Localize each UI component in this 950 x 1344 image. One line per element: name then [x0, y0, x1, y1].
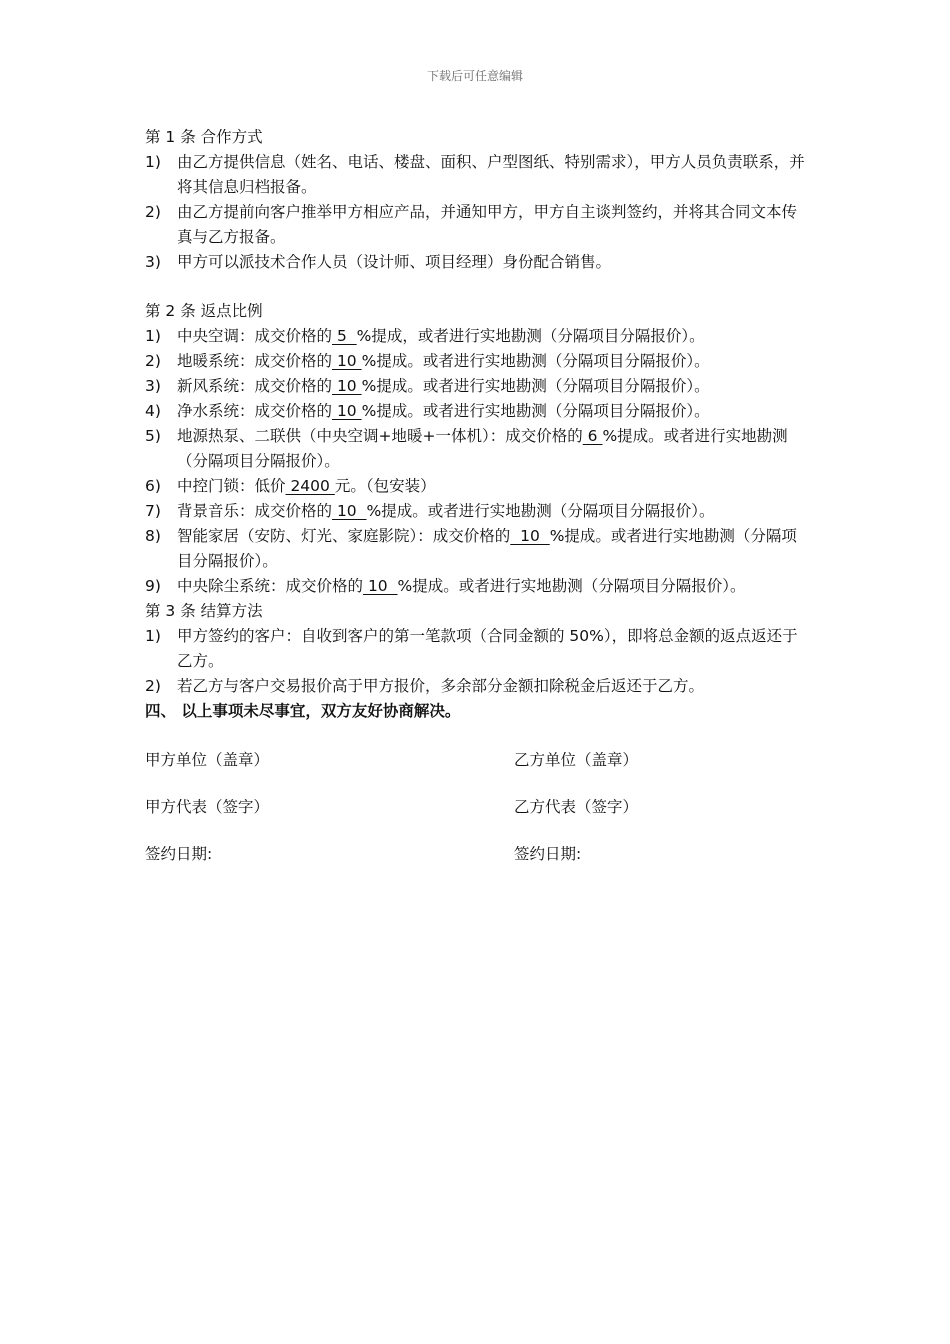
section-2-list: [145, 324, 810, 599]
item-text-prefix: 中央除尘系统：成交价格的: [177, 577, 364, 595]
item-text-suffix: %提成。或者进行实地勘测（分隔项目分隔报价）。: [361, 402, 710, 420]
price-value: 2400: [285, 477, 335, 495]
list-item: [145, 524, 810, 574]
item-number: 8): [145, 527, 161, 545]
item-number: 2): [145, 352, 161, 370]
rate-value: 10: [332, 402, 362, 420]
section-2-heading: 第 2 条 返点比例: [145, 302, 263, 320]
item-number: 2): [145, 203, 161, 221]
item-number: 5): [145, 427, 161, 445]
rate-value: 10: [363, 577, 398, 595]
item-text-suffix: %提成。或者进行实地勘测（分隔项目分隔报价）。: [177, 427, 788, 470]
rate-value: 10: [332, 502, 367, 520]
item-text: 甲方签约的客户：自收到客户的第一笔款项（合同金额的 50%），即将总金额的返点返还于乙方。: [177, 627, 798, 670]
rate-value: 10: [332, 352, 362, 370]
party-b-unit-label: 乙方单位（盖章）: [514, 751, 639, 769]
party-a-rep-label: 甲方代表（签字）: [145, 798, 270, 816]
item-text: 由乙方提供信息（姓名、电话、楼盘、面积、户型图纸、特别需求），甲方人员负责联系，并将其信息归档报备。: [177, 153, 805, 196]
party-b-date-label: 签约日期:: [514, 845, 582, 863]
party-a-date-label: 签约日期:: [145, 845, 213, 863]
party-a-unit-label: 甲方单位（盖章）: [145, 751, 270, 769]
item-text-suffix: %提成。或者进行实地勘测（分隔项目分隔报价）。: [177, 527, 797, 570]
item-text-suffix: %提成。或者进行实地勘测（分隔项目分隔报价）。: [361, 377, 710, 395]
item-text-prefix: 中控门锁：低价: [177, 477, 286, 495]
list-item: [145, 399, 810, 424]
section-spacer: [145, 275, 810, 299]
list-item: [145, 200, 810, 250]
item-text-suffix: %提成。或者进行实地勘测（分隔项目分隔报价）。: [361, 352, 710, 370]
section-1-heading: 第 1 条 合作方式: [145, 128, 263, 146]
item-text-suffix: 元。（包安装）: [334, 477, 436, 495]
item-number: 1): [145, 627, 161, 645]
list-item: [145, 349, 810, 374]
list-item: [145, 250, 810, 275]
item-text-suffix: %提成。或者进行实地勘测（分隔项目分隔报价）。: [366, 502, 715, 520]
list-item: [145, 324, 810, 349]
item-number: 9): [145, 577, 161, 595]
section-3-heading: 第 3 条 结算方法: [145, 602, 263, 620]
item-text-prefix: 背景音乐：成交价格的: [177, 502, 333, 520]
list-item: [145, 374, 810, 399]
item-text: 由乙方提前向客户推举甲方相应产品，并通知甲方，甲方自主谈判签约，并将其合同文本传真与乙方报备。: [177, 203, 798, 246]
list-item: [145, 150, 810, 200]
item-number: 4): [145, 402, 161, 420]
section-1-list: [145, 150, 810, 275]
list-item: [145, 424, 810, 474]
list-item: [145, 624, 810, 674]
rate-value: 10: [332, 377, 362, 395]
item-text-prefix: 智能家居（安防、灯光、家庭影院）：成交价格的: [177, 527, 511, 545]
item-text-prefix: 地暖系统：成交价格的: [177, 352, 333, 370]
list-item: [145, 499, 810, 524]
item-text-prefix: 净水系统：成交价格的: [177, 402, 333, 420]
list-item: [145, 674, 810, 699]
item-number: 7): [145, 502, 161, 520]
item-number: 3): [145, 377, 161, 395]
item-text: 甲方可以派技术合作人员（设计师、项目经理）身份配合销售。: [177, 253, 612, 271]
rate-value: 10: [510, 527, 550, 545]
item-text-suffix: %提成，或者进行实地勘测（分隔项目分隔报价）。: [356, 327, 705, 345]
item-number: 2): [145, 677, 161, 695]
item-text-suffix: %提成。或者进行实地勘测（分隔项目分隔报价）。: [397, 577, 746, 595]
item-text: 若乙方与客户交易报价高于甲方报价，多余部分金额扣除税金后返还于乙方。: [177, 677, 705, 695]
item-number: 1): [145, 327, 161, 345]
party-b-rep-label: 乙方代表（签字）: [514, 798, 639, 816]
rate-value: 6: [582, 427, 603, 445]
item-number: 6): [145, 477, 161, 495]
item-number: 3): [145, 253, 161, 271]
item-text-prefix: 地源热泵、二联供（中央空调+地暖+一体机）：成交价格的: [177, 427, 583, 445]
list-item: [145, 474, 810, 499]
item-text-prefix: 中央空调：成交价格的: [177, 327, 333, 345]
section-3-list: [145, 624, 810, 699]
list-item: [145, 574, 810, 599]
rate-value: 5: [332, 327, 357, 345]
item-number: 1): [145, 153, 161, 171]
section-4-heading: 四、 以上事项未尽事宜，双方友好协商解决。: [145, 702, 461, 720]
item-text-prefix: 新风系统：成交价格的: [177, 377, 333, 395]
document-body: [145, 125, 810, 724]
header-note: 下载后可任意编辑: [426, 69, 523, 83]
